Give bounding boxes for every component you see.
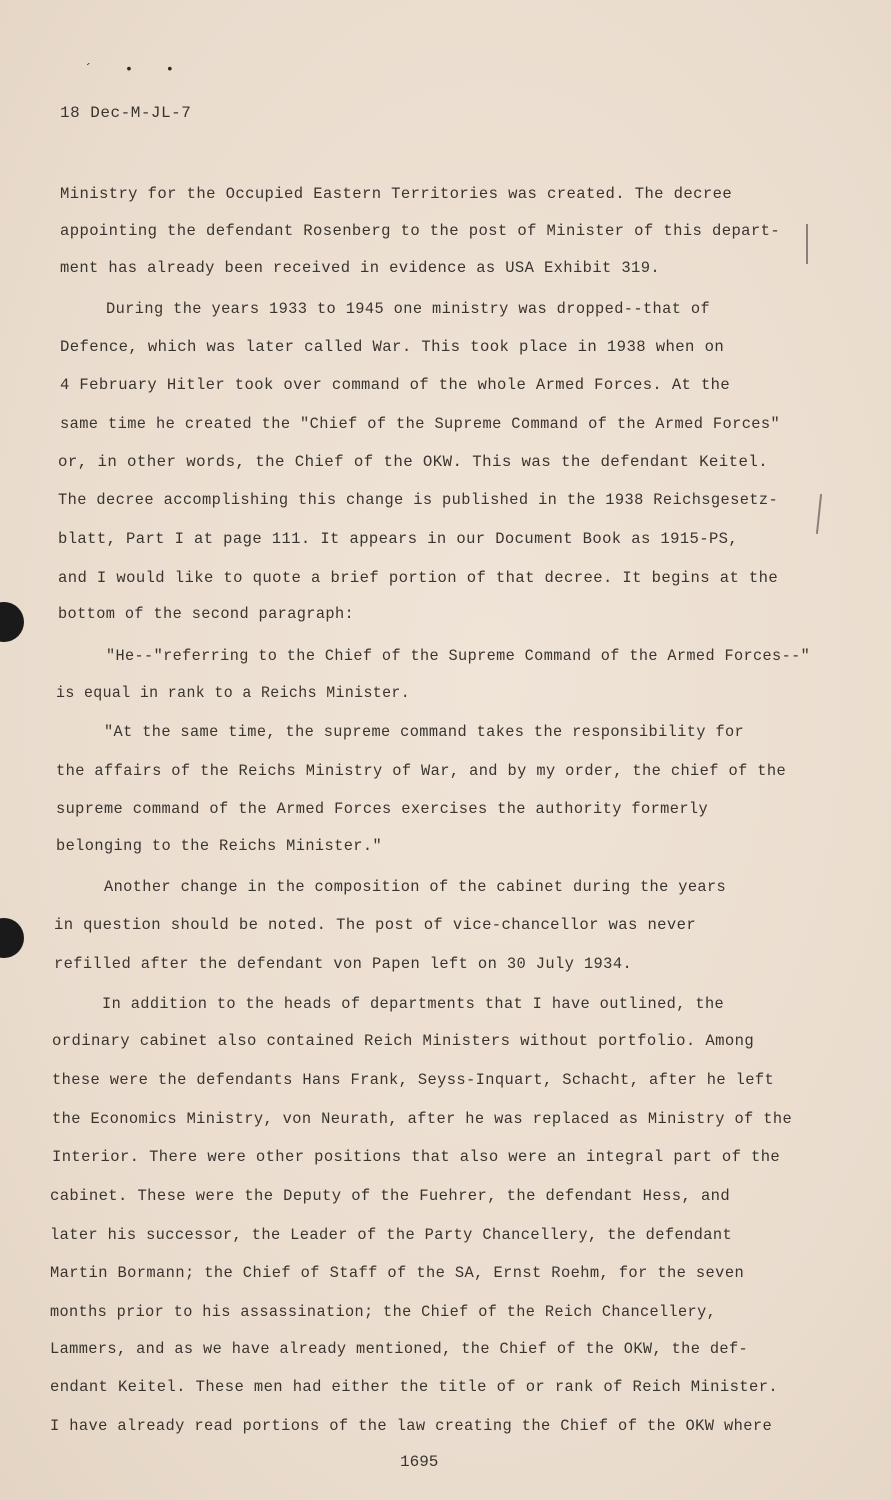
text-line: later his successor, the Leader of the Party Chancellery, the defendant: [50, 1226, 733, 1244]
text-line: Another change in the composition of the cabinet during the years: [104, 878, 727, 896]
punch-hole: [0, 918, 24, 958]
text-line: During the years 1933 to 1945 one ministry was dropped--that of: [106, 300, 711, 318]
text-line: bottom of the second paragraph:: [58, 605, 355, 623]
text-line: blatt, Part I at page 111. It appears in our Document Book as 1915-PS,: [58, 530, 739, 548]
text-line: belonging to the Reichs Minister.": [56, 837, 383, 855]
margin-mark: [806, 224, 808, 264]
text-line: ment has already been received in evidence as USA Exhibit 319.: [60, 259, 661, 277]
text-line: 4 February Hitler took over command of the whole Armed Forces. At the: [60, 376, 731, 394]
text-line: is equal in rank to a Reichs Minister.: [56, 684, 411, 702]
document-header: 18 Dec-M-JL-7: [60, 104, 192, 122]
page-number: 1695: [400, 1453, 439, 1471]
text-line: the affairs of the Reichs Ministry of War, and by my order, the chief of the: [56, 762, 787, 780]
text-line: ordinary cabinet also contained Reich Ministers without portfolio. Among: [52, 1032, 755, 1050]
text-line: "At the same time, the supreme command takes the responsibility for: [104, 723, 745, 741]
text-line: "He--"referring to the Chief of the Supreme Command of the Armed Forces--": [106, 647, 811, 665]
margin-mark: [816, 494, 822, 534]
text-line: In addition to the heads of departments that I have outlined, the: [102, 995, 725, 1013]
text-line: refilled after the defendant von Papen left on 30 July 1934.: [54, 955, 633, 973]
text-line: Defence, which was later called War. This took place in 1938 when on: [60, 338, 725, 356]
text-line: appointing the defendant Rosenberg to the post of Minister of this depart-: [60, 222, 781, 240]
corner-marks: ´ • •: [84, 62, 187, 78]
text-line: I have already read portions of the law creating the Chief of the OKW where: [50, 1417, 773, 1435]
text-line: the Economics Ministry, von Neurath, after he was replaced as Ministry of the: [52, 1110, 793, 1128]
text-line: Martin Bormann; the Chief of Staff of the SA, Ernst Roehm, for the seven: [50, 1264, 745, 1282]
punch-hole: [0, 602, 24, 642]
text-line: The decree accomplishing this change is published in the 1938 Reichsgesetz-: [58, 491, 779, 509]
text-line: these were the defendants Hans Frank, Seyss-Inquart, Schacht, after he left: [52, 1071, 775, 1089]
text-line: supreme command of the Armed Forces exercises the authority formerly: [56, 800, 709, 818]
text-line: or, in other words, the Chief of the OKW. This was the defendant Keitel.: [58, 453, 769, 471]
text-line: and I would like to quote a brief portion of that decree. It begins at the: [58, 569, 779, 587]
text-line: endant Keitel. These men had either the title of or rank of Reich Minister.: [50, 1378, 779, 1396]
text-line: cabinet. These were the Deputy of the Fuehrer, the defendant Hess, and: [50, 1187, 731, 1205]
text-line: Ministry for the Occupied Eastern Territories was created. The decree: [60, 185, 733, 203]
text-line: Lammers, and as we have already mentioned, the Chief of the OKW, the def-: [50, 1340, 749, 1358]
text-line: in question should be noted. The post of vice-chancellor was never: [54, 916, 697, 934]
text-line: months prior to his assassination; the Chief of the Reich Chancellery,: [50, 1303, 717, 1321]
text-line: same time he created the "Chief of the Supreme Command of the Armed Forces": [60, 415, 781, 433]
text-line: Interior. There were other positions that also were an integral part of the: [52, 1148, 781, 1166]
